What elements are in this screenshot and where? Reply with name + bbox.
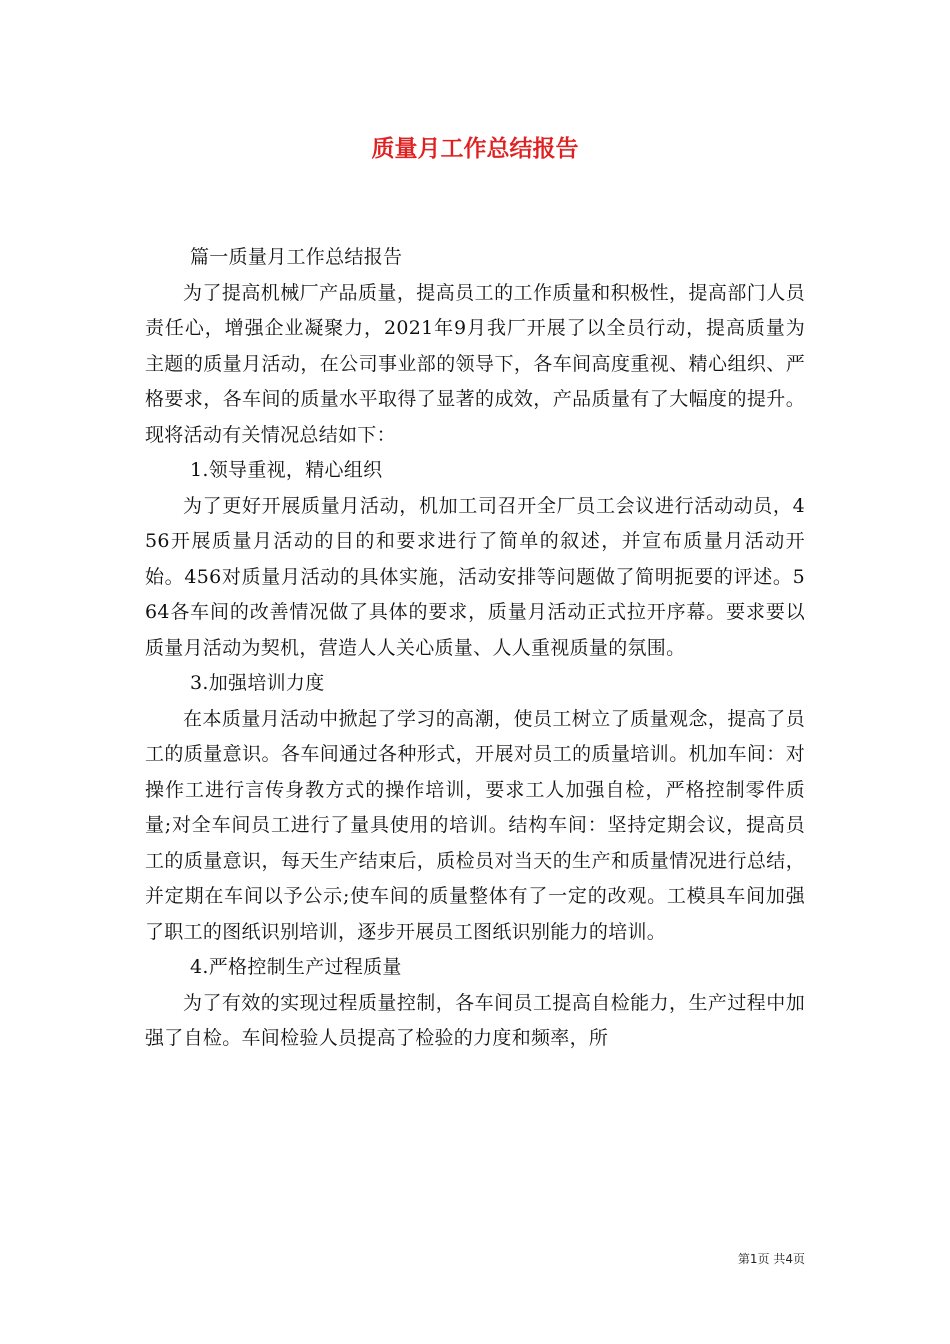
section-paragraph-leadership: 为了更好开展质量月活动，机加工司召开全厂员工会议进行活动动员，456开展质量月活动的目的和要求进行了简单的叙述，并宣布质量月活动开始。456对质量月活动的具体实施，活动安排等问题做了简明扼要的评述。564各车间的改善情况做了具体的要求，质量月活动正式拉开序幕。要求要以质量月活动为契机，营造人人关心质量、人人重视质量的氛围。 (145, 494, 805, 659)
section-heading-leadership: 1.领导重视，精心组织 (190, 459, 383, 481)
document-subtitle: 篇一质量月工作总结报告 (190, 246, 403, 268)
section-heading-process-quality: 4.严格控制生产过程质量 (190, 956, 402, 978)
section-heading-training: 3.加强培训力度 (190, 672, 325, 694)
page-number-footer: 第1页 共4页 (737, 1252, 805, 1266)
intro-paragraph: 为了提高机械厂产品质量，提高员工的工作质量和积极性，提高部门人员责任心，增强企业凝聚力，2021年9月我厂开展了以全员行动，提高质量为主题的质量月活动，在公司事业部的领导下，各车间高度重视、精心组织、严格要求，各车间的质量水平取得了显著的成效，产品质量有了大幅度的提升。现将活动有关情况总结如下： (145, 281, 805, 446)
document-body (145, 240, 805, 1057)
section-paragraph-training: 在本质量月活动中掀起了学习的高潮，使员工树立了质量观念，提高了员工的质量意识。各车间通过各种形式，开展对员工的质量培训。机加车间：对操作工进行言传身教方式的操作培训，要求工人加强自检，严格控制零件质量;对全车间员工进行了量具使用的培训。结构车间：坚持定期会议，提高员工的质量意识，每天生产结束后，质检员对当天的生产和质量情况进行总结，并定期在车间以予公示;使车间的质量整体有了一定的改观。工模具车间加强了职工的图纸识别培训，逐步开展员工图纸识别能力的培训。 (145, 707, 805, 943)
document-title: 质量月工作总结报告 (371, 136, 579, 162)
section-paragraph-process-quality: 为了有效的实现过程质量控制，各车间员工提高自检能力，生产过程中加强了自检。车间检验人员提高了检验的力度和频率，所 (145, 991, 805, 1049)
